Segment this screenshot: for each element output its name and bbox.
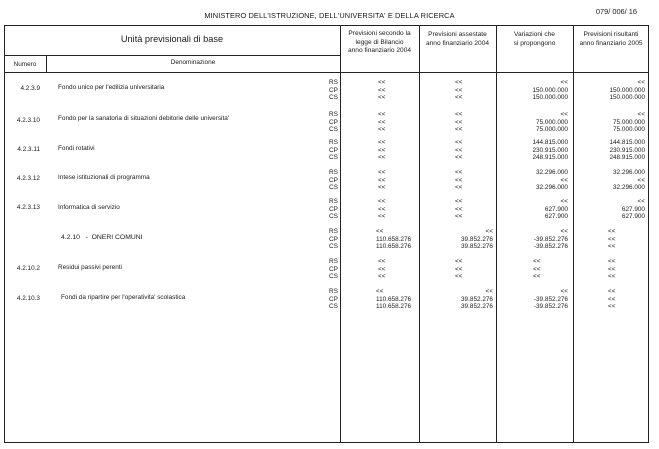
col-prev-bilancio-header: Previsioni secondo la legge di Bilancio anno finanziario 2004 xyxy=(347,30,412,54)
row-types: RS CP CS xyxy=(329,111,338,134)
row-assestate: << << << xyxy=(455,258,463,281)
ministry-title: MINISTERO DELL'ISTRUZIONE, DELL'UNIVERSITA' E DELLA RICERCA xyxy=(204,11,455,20)
row-types: RS CP CS xyxy=(329,139,338,162)
row-denominazione: Intese istituzionali di programma xyxy=(58,174,150,181)
row-assestate: << << << xyxy=(455,169,463,192)
row-risultanti: << << << xyxy=(608,228,616,251)
divider-variazioni xyxy=(496,25,497,443)
row-bilancio: << << << xyxy=(378,139,386,162)
row-variazioni: << -39.852.276 -39.852.276 xyxy=(533,228,568,251)
row-denominazione: Fondo per la sanatoria di situazioni debitorie delle universita' xyxy=(58,115,230,122)
row-risultanti: << 627.900 627.900 xyxy=(621,198,645,221)
row-variazioni: 144.815.000 230.915.000 248.915.000 xyxy=(532,139,568,162)
row-bilancio: << << << xyxy=(378,169,386,192)
header-split-line xyxy=(4,55,340,56)
row-risultanti: << << << xyxy=(608,288,616,311)
row-variazioni: << 75.000.000 75.000.000 xyxy=(536,111,568,134)
row-risultanti: 32.296.000 << 32.296.000 xyxy=(613,169,645,192)
col-upb-header: Unità previsionali di base xyxy=(120,34,224,44)
row-types: RS CP CS xyxy=(329,288,338,311)
row-denominazione: Fondi da ripartire per l'operativita' scolastica xyxy=(61,294,186,301)
row-numero: 4.2.10.3 xyxy=(16,295,40,302)
row-denominazione: Fondo unico per l'edilizia universitaria xyxy=(58,84,165,91)
row-assestate: << << << xyxy=(455,198,463,221)
col-prev-risultanti-header: Previsioni risultanti anno finanziario 2005 xyxy=(579,31,643,47)
page-number: 079/ 006/ 16 xyxy=(595,7,637,16)
row-assestate: << 39.852.276 39.852.276 xyxy=(461,228,493,251)
divider-assestate xyxy=(419,25,420,443)
row-bilancio: << << << xyxy=(378,111,386,134)
row-numero: 4.2.3.9 xyxy=(20,85,40,92)
col-denominazione-header: Denominazione xyxy=(170,59,216,66)
row-denominazione: Fondi rotativi xyxy=(58,145,95,152)
row-risultanti: << << << xyxy=(608,258,616,281)
row-types: RS CP CS xyxy=(329,198,338,221)
row-variazioni: << 627.900 627.900 xyxy=(544,198,568,221)
row-assestate: << << << xyxy=(455,139,463,162)
header-bottom-line xyxy=(4,72,649,73)
row-bilancio: << << << xyxy=(378,79,386,102)
row-assestate: << << << xyxy=(455,79,463,102)
row-types: RS CP CS xyxy=(329,258,338,281)
row-denominazione: Residui passivi perenti xyxy=(58,264,122,271)
row-variazioni: 32.296.000 << 32.296.000 xyxy=(536,169,568,192)
row-numero: 4.2.3.11 xyxy=(17,146,40,153)
row-assestate: << 39.852.276 39.852.276 xyxy=(461,288,493,311)
row-risultanti: << 150.000.000 150.000.000 xyxy=(609,79,645,102)
col-variazioni-header: Variazioni che si propongono xyxy=(513,31,556,47)
col-prev-assestate-header: Previsioni assestate anno finanziario 2004 xyxy=(425,31,490,47)
row-risultanti: 144.815.000 230.915.000 248.915.000 xyxy=(609,139,645,162)
row-numero: 4.2.3.10 xyxy=(16,117,40,124)
col-numero-header: Numero xyxy=(13,61,37,68)
row-variazioni: << -39.852.276 -39.852.276 xyxy=(533,288,568,311)
row-types: RS CP CS xyxy=(329,169,338,192)
section-title-oneri-comuni: 4.2.10 - ONERI COMUNI xyxy=(61,234,143,241)
row-numero: 4.2.3.13 xyxy=(16,204,40,211)
row-bilancio: << << << xyxy=(378,258,386,281)
row-types: RS CP CS xyxy=(329,79,338,102)
row-variazioni: << << << xyxy=(533,258,541,281)
divider-risultanti xyxy=(573,25,574,443)
row-risultanti: << 75.000.000 75.000.000 xyxy=(613,111,645,134)
row-assestate: << << << xyxy=(455,111,463,134)
row-variazioni: << 150.000.000 150.000.000 xyxy=(532,79,568,102)
row-bilancio: << 110.658.276 110.658.276 xyxy=(376,228,412,251)
row-bilancio: << << << xyxy=(378,198,386,221)
row-numero: 4.2.3.12 xyxy=(16,175,40,182)
row-numero: 4.2.10.2 xyxy=(16,265,40,272)
row-denominazione: Informatica di servizio xyxy=(58,204,120,211)
row-types: RS CP CS xyxy=(329,228,338,251)
row-bilancio: << 110.658.276 110.658.276 xyxy=(376,288,412,311)
